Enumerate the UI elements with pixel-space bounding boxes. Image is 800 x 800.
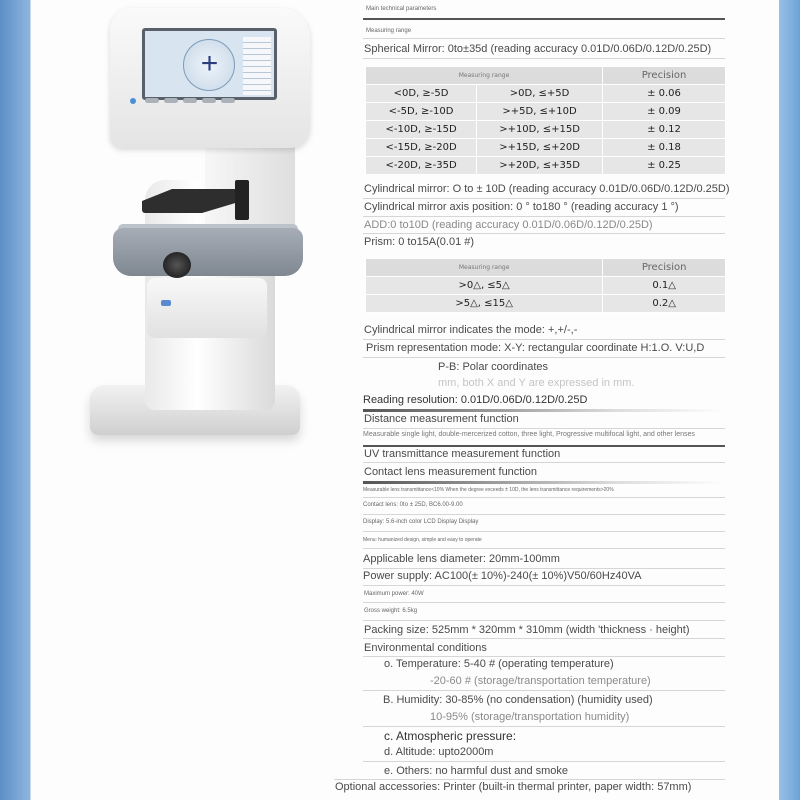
device-lower-panel xyxy=(147,278,267,338)
distance-text: Distance measurement function xyxy=(364,413,519,425)
table-cell: >0△, ≤5△ xyxy=(366,277,603,295)
crosshair-icon: + xyxy=(200,47,219,80)
prism-precision-table xyxy=(365,258,726,313)
sphere-precision-table xyxy=(365,66,726,175)
table-row xyxy=(366,157,726,175)
divider xyxy=(363,409,725,412)
table-cell: 0.1△ xyxy=(603,277,726,295)
device-button xyxy=(145,98,159,103)
axis-text: Cylindrical mirror axis position: 0 ° to180 ° (reading accuracy 1 °) xyxy=(364,201,679,213)
cyl-mode-text: Cylindrical mirror indicates the mode: +,+/-,- xyxy=(364,324,578,336)
divider xyxy=(363,514,725,515)
menu-text: Menu: humanized design, simple and easy to operate xyxy=(363,537,482,543)
device-buttons xyxy=(145,98,235,103)
storage-temperature-text: -20-60 # (storage/transportation temperature) xyxy=(430,675,651,687)
table-cell: >+15D, ≤+20D xyxy=(477,139,603,157)
table-cell: ± 0.09 xyxy=(603,103,726,121)
contact-lens-text: Contact lens: 0to ± 25D, BC6.00-9.00 xyxy=(363,502,463,508)
polar-text: P-B: Polar coordinates xyxy=(438,361,549,373)
page-title: Main technical parameters xyxy=(366,6,437,12)
table-cell: ± 0.12 xyxy=(603,121,726,139)
table-cell: >0D, ≤+5D xyxy=(477,85,603,103)
divider xyxy=(363,548,725,549)
cylindrical-text: Cylindrical mirror: O to ± 10D (reading accuracy 0.01D/0.06D/0.12D/0.25D) xyxy=(364,183,730,195)
divider xyxy=(363,216,725,217)
device-button xyxy=(183,98,197,103)
divider xyxy=(363,638,725,639)
divider xyxy=(363,568,725,569)
max-power-text: Maximum power: 40W xyxy=(364,591,424,597)
spherical-text: Spherical Mirror: 0to±35d (reading accuracy 0.01D/0.06D/0.12D/0.25D) xyxy=(364,43,712,55)
table-row xyxy=(366,121,726,139)
contact-text: Contact lens measurement function xyxy=(364,466,538,478)
table-cell: >+20D, ≤+35D xyxy=(477,157,603,175)
humidity-text: B. Humidity: 30-85% (no condensation) (humidity used) xyxy=(383,694,653,706)
uv-text: UV transmittance measurement function xyxy=(364,448,561,460)
lens-table xyxy=(113,228,303,276)
altitude-text: d. Altitude: upto2000m xyxy=(384,746,494,758)
table-header-precision: Precision xyxy=(603,67,726,85)
lensmeter-image xyxy=(85,0,315,460)
divider xyxy=(363,585,725,586)
table-cell: <-10D, ≥-15D xyxy=(366,121,477,139)
adjust-knob xyxy=(163,252,191,278)
add-text: ADD:0 to10D (reading accuracy 0.01D/0.06D/0.12D/0.25D) xyxy=(364,219,653,231)
table-row xyxy=(366,139,726,157)
table-header-range: Measuring range xyxy=(366,67,603,85)
screen-readout xyxy=(243,37,271,95)
device-button xyxy=(221,98,235,103)
table-cell: ± 0.25 xyxy=(603,157,726,175)
temperature-text: o. Temperature: 5-40 # (operating temperature) xyxy=(384,658,614,670)
prism-mode-text: Prism representation mode: X-Y: rectangular coordinate H:1.O. V:U,D xyxy=(366,342,705,354)
table-cell: ± 0.06 xyxy=(603,85,726,103)
prism-text: Prism: 0 to15A(0.01 #) xyxy=(364,236,475,248)
table-cell: >5△, ≤15△ xyxy=(366,295,603,313)
power-led xyxy=(130,98,136,104)
table-cell: <0D, ≥-5D xyxy=(366,85,477,103)
packing-text: Packing size: 525mm * 320mm * 310mm (width 'thickness · height) xyxy=(364,624,690,636)
transmittance-text: Measurable lens transmittance<10% When the degree exceeds ± 10D, the lens transmittance requirements>20% xyxy=(363,487,614,493)
divider xyxy=(363,339,725,340)
table-cell: 0.2△ xyxy=(603,295,726,313)
divider xyxy=(363,620,725,621)
measuring-range-label: Measuring range xyxy=(366,28,412,34)
divider xyxy=(363,428,725,429)
lens-diameter-text: Applicable lens diameter: 20mm-100mm xyxy=(363,553,560,565)
table-header-range: Measuring range xyxy=(366,259,603,277)
divider xyxy=(363,357,725,358)
optional-accessories-text: Optional accessories: Printer (built-in thermal printer, paper width: 57mm) xyxy=(335,781,692,793)
lens-clip xyxy=(235,180,249,220)
divider xyxy=(363,726,725,727)
others-text: e. Others: no harmful dust and smoke xyxy=(384,765,569,777)
table-row xyxy=(366,295,726,313)
table-cell: ± 0.18 xyxy=(603,139,726,157)
table-cell: <-20D, ≥-35D xyxy=(366,157,477,175)
table-row xyxy=(366,85,726,103)
divider xyxy=(363,497,725,498)
display-text: Display: 5.6-inch color LCD Display Display xyxy=(363,519,479,525)
table-row xyxy=(366,277,726,295)
divider xyxy=(363,481,725,484)
device-button xyxy=(202,98,216,103)
device-button xyxy=(164,98,178,103)
divider xyxy=(363,198,725,199)
power-supply-text: Power supply: AC100(± 10%)-240(± 10%)V50/60Hz40VA xyxy=(363,570,642,582)
divider xyxy=(363,445,725,447)
table-cell: >+10D, ≤+15D xyxy=(477,121,603,139)
mm-text: mm, both X and Y are expressed in mm. xyxy=(438,377,635,389)
divider xyxy=(363,531,725,532)
table-row xyxy=(366,103,726,121)
header-rule xyxy=(363,18,725,20)
table-cell: <-5D, ≥-10D xyxy=(366,103,477,121)
divider xyxy=(363,656,725,657)
brand-tag xyxy=(161,300,171,306)
divider xyxy=(363,233,725,234)
divider xyxy=(363,58,725,59)
table-cell: >+5D, ≤+10D xyxy=(477,103,603,121)
environment-heading: Environmental conditions xyxy=(364,642,487,654)
divider xyxy=(363,462,725,463)
table-cell: <-15D, ≥-20D xyxy=(366,139,477,157)
gross-weight-text: Gross weight: 6.5kg xyxy=(364,608,418,614)
atmospheric-text: c. Atmospheric pressure: xyxy=(384,729,517,743)
divider xyxy=(363,602,725,603)
divider xyxy=(363,761,725,762)
divider xyxy=(334,779,725,780)
device-screen xyxy=(142,28,277,100)
measurable-text: Measurable single light, double-mercerized cotton, three light, Progressive multifocal light, and other lenses xyxy=(363,431,695,438)
divider xyxy=(363,38,725,39)
reading-resolution-text: Reading resolution: 0.01D/0.06D/0.12D/0.25D xyxy=(363,394,588,406)
storage-humidity-text: 10-95% (storage/transportation humidity) xyxy=(430,711,630,723)
divider xyxy=(363,690,725,691)
table-header-precision: Precision xyxy=(603,259,726,277)
